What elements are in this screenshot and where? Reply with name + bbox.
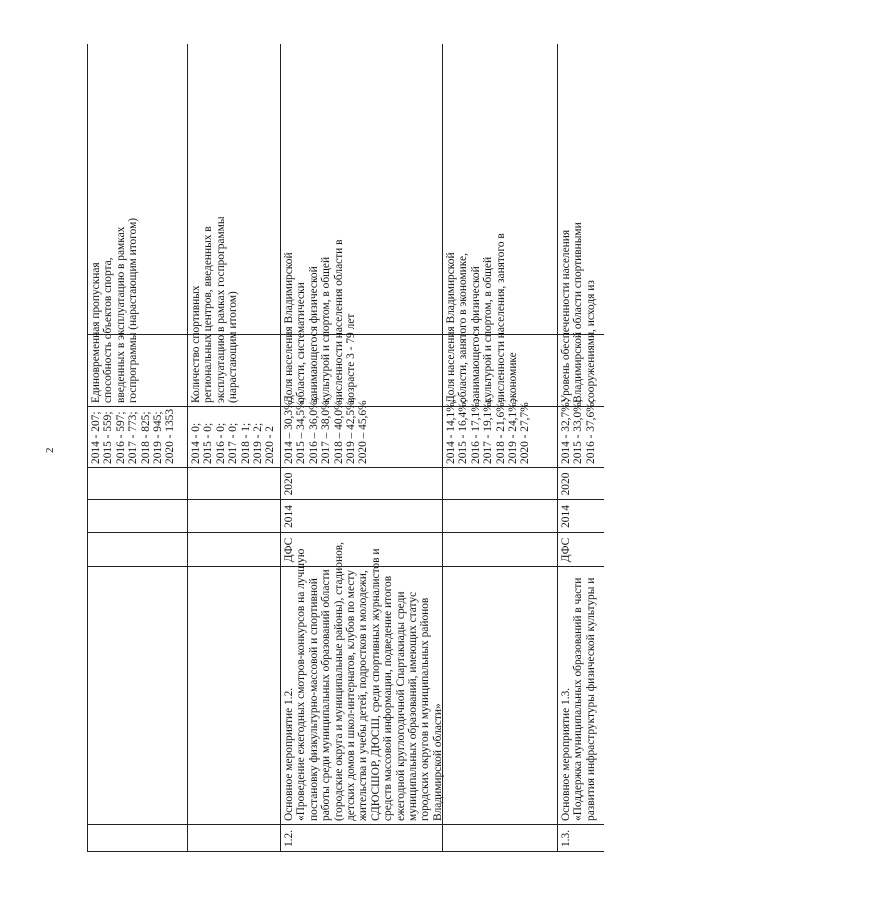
- indicator-value-line: 2014 - 0;: [190, 422, 202, 464]
- measure-name-line: «Проведение ежегодных смотров-конкурсов на лучшую: [295, 548, 308, 821]
- indicator-value-line: 2020 - 1353: [164, 408, 177, 464]
- measure-name-line: Основное мероприятие 1.2.: [283, 687, 295, 821]
- indicator-description-line: численности населения области в: [332, 239, 345, 403]
- executor-cell: ДФС: [283, 537, 295, 563]
- indicator-value-line: 2017 - 19,1%;: [482, 399, 495, 464]
- indicator-description-line: культурой и спортом, в общей: [320, 256, 333, 403]
- end-year-cell: [187, 468, 280, 500]
- indicator-value-line: 2020 - 27,7%: [519, 402, 532, 464]
- indicator-value-line: 2016 – 36,0%;: [307, 397, 320, 464]
- executor-cell: [442, 533, 557, 567]
- measure-name-line: ежегодной круглогодичной Спартакиады среди: [394, 591, 407, 821]
- indicator-value-line: 2019 - 945;: [152, 411, 165, 464]
- indicator-description-line: Уровень обеспеченности населения: [560, 229, 572, 403]
- indicator-value-line: 2015 - 33,0%;: [572, 399, 585, 464]
- indicator-description-line: Доля населения Владимирской: [283, 252, 295, 403]
- indicator-value-line: 2020 – 45,6%: [357, 400, 370, 464]
- measure-name-line: развития инфраструктуры физической культуры и: [584, 577, 597, 821]
- measure-name-line: городских округов и муниципальных районов: [419, 597, 432, 821]
- measure-name-cell: [87, 567, 187, 825]
- row-number-cell: [187, 825, 280, 852]
- indicator-value-line: 2015 – 34,5%;: [295, 397, 308, 464]
- measure-name-line: муниципальных образований, имеющих статус: [407, 591, 420, 821]
- indicator-value-line: 2016 - 17,1%;: [469, 399, 482, 464]
- indicator-value-line: 2015 - 16,4%;: [457, 399, 470, 464]
- row-number-cell: [442, 825, 557, 852]
- measure-name-cell: [187, 567, 280, 825]
- page-number: 2: [44, 447, 56, 453]
- program-table: [87, 44, 604, 852]
- indicator-values-cell: [87, 407, 187, 468]
- indicator-description-line: введенных в эксплуатацию в рамках: [114, 226, 127, 403]
- indicator-value-line: 2018 - 21,6%;: [494, 399, 507, 464]
- indicator-values-cell: [557, 399, 895, 468]
- end-year-cell: 2020: [560, 472, 572, 496]
- indicator-value-line: 2017 - 0;: [227, 422, 240, 464]
- indicator-description-line: сооружениями, исходя из: [584, 280, 597, 403]
- indicator-description-line: эксплуатацию в рамках госпрограммы: [214, 216, 227, 403]
- indicator-description-line: занимающегося физической: [307, 266, 320, 403]
- measure-name-line: СДЮСШОР, ДЮСШ, среди спортивных журналистов и: [369, 548, 382, 821]
- indicator-description-line: культурой и спортом, в общей: [482, 256, 495, 403]
- indicator-value-line: 2015 - 0;: [202, 422, 215, 464]
- start-year-cell: 2014: [283, 505, 295, 528]
- indicator-value-line: 2018 - 825;: [139, 411, 152, 464]
- indicator-description-line: Владимирской области спортивными: [572, 222, 585, 403]
- indicator-description-line: области, систематически: [295, 282, 308, 403]
- measure-name-line: жительства и учебы детей, подростков и молодежи,: [357, 570, 370, 821]
- indicator-value-line: 2014 - 32,7%;: [560, 399, 572, 464]
- measure-name-line: работы среди муниципальных образований области: [320, 569, 333, 821]
- row-number-cell: 1.2.: [283, 829, 295, 848]
- indicator-description-line: способность объектов спорта,: [102, 257, 115, 403]
- indicator-value-line: 2019 - 2;: [252, 422, 265, 464]
- measure-name-line: «Поддержка муниципальных образований в части: [572, 577, 585, 821]
- indicator-values-cell: [187, 407, 280, 468]
- measure-name-line: детских домов и школ-интернатов, клубов по месту: [345, 570, 358, 821]
- indicator-description-cell: [187, 216, 280, 407]
- indicator-description-line: (нарастающим итогом): [227, 291, 240, 403]
- row-number-cell: 1.3.: [560, 829, 572, 848]
- indicator-description-line: госпрограммы (нарастающим итогом): [127, 217, 140, 403]
- executor-cell: ДФС: [560, 537, 572, 563]
- indicator-values-cell: [442, 399, 557, 468]
- end-year-cell: [442, 468, 557, 500]
- measure-name-cell: [442, 567, 557, 825]
- indicator-description-cell: [280, 239, 442, 407]
- indicator-value-line: 2014 – 30,3%;: [283, 397, 295, 464]
- indicator-value-line: 2017 - 773;: [127, 411, 140, 464]
- indicator-value-line: 2014 - 207;: [90, 411, 102, 464]
- indicator-description-line: области, занятого в экономике,: [457, 253, 470, 403]
- indicator-description-cell: [87, 217, 187, 407]
- indicator-description-line: возрасте 3 - 79 лет: [345, 313, 358, 403]
- measure-name-line: Основное мероприятие 1.3.: [560, 687, 572, 821]
- measure-name-cell: [557, 567, 895, 825]
- indicator-value-line: 2015 - 559;: [102, 411, 115, 464]
- indicator-value-line: 2016 - 0;: [214, 422, 227, 464]
- indicator-description-line: численности населения, занятого в: [494, 233, 507, 403]
- start-year-cell: [87, 500, 187, 533]
- indicator-description-line: Количество спортивных: [190, 285, 202, 403]
- indicator-description-line: занимающегося физической: [469, 266, 482, 403]
- indicator-value-line: 2016 - 597;: [114, 411, 127, 464]
- indicator-value-line: 2019 – 42,5%;: [345, 397, 358, 464]
- indicator-value-line: 2019 - 24,1%;: [507, 399, 520, 464]
- indicator-description-line: региональных центров, введенных в: [202, 226, 215, 403]
- indicator-value-line: 2018 – 40,0%;: [332, 397, 345, 464]
- indicator-value-line: 2018 - 1;: [239, 422, 252, 464]
- start-year-cell: [187, 500, 280, 533]
- end-year-cell: 2020: [283, 472, 295, 496]
- executor-cell: [87, 533, 187, 567]
- indicator-description-cell: [442, 233, 557, 407]
- indicator-description-line: Единовременная пропускная: [90, 262, 102, 403]
- end-year-cell: [87, 468, 187, 500]
- executor-cell: [187, 533, 280, 567]
- start-year-cell: 2014: [560, 505, 572, 528]
- measure-name-line: постановку физкультурно-массовой и спортивной: [307, 578, 320, 821]
- measure-name-line: Владимирской области»: [431, 703, 444, 821]
- indicator-value-line: 2017 – 38,0%;: [320, 397, 333, 464]
- indicator-description-cell: [557, 222, 895, 407]
- indicator-value-line: 2016 - 37,6%;: [584, 399, 597, 464]
- indicator-description-line: экономике: [507, 352, 520, 403]
- indicator-value-line: 2014 - 14,1%;: [445, 399, 457, 464]
- measure-name-line: средств массовой информации, подведение итогов: [382, 575, 395, 821]
- start-year-cell: [442, 500, 557, 533]
- indicator-values-cell: [280, 397, 442, 468]
- row-number-cell: [87, 825, 187, 852]
- indicator-description-line: Доля населения Владимирской: [445, 252, 457, 403]
- indicator-value-line: 2020 - 2: [264, 426, 277, 464]
- measure-name-line: (городские округа и муниципальные районы), стадионов,: [332, 542, 345, 821]
